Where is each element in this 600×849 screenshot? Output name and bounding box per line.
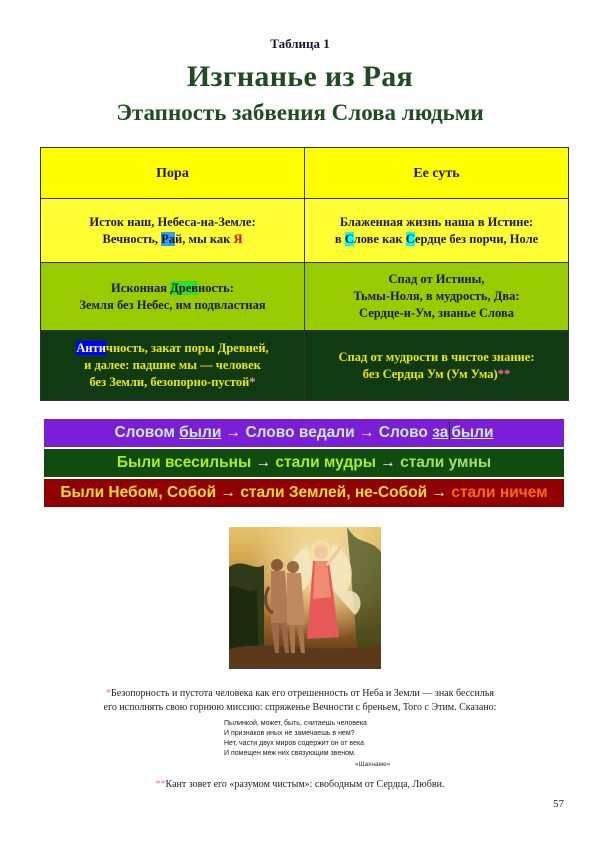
cell-text: без Земли, безопорно-пустой: [89, 375, 250, 389]
stages-table: [40, 147, 569, 401]
footnote-text: Кант зовет его «разумом чистым»: свободным от Сердца, Любви.: [165, 779, 445, 790]
cell-text: лове как: [353, 231, 406, 246]
table-row: [41, 331, 569, 401]
band-text: Были Небом, Собой: [60, 484, 217, 501]
band-text: Были всесильны: [116, 454, 252, 471]
cell-text: Тьмы-Ноля, в мудрость, Два:: [353, 289, 520, 303]
col-header-essence: Ее суть: [305, 148, 569, 199]
band-text: за: [432, 424, 449, 441]
band-text: Слово ведали: [245, 424, 355, 441]
cell-period-3: [41, 331, 305, 401]
poem-line: И признаков иных не замечаешь в нем?: [224, 730, 355, 737]
highlight-drev: Древ: [170, 280, 199, 295]
cell-text: Сердце-и-Ум, знанье Слова: [359, 306, 514, 320]
arrow-icon: →: [375, 454, 401, 471]
band-word-stages: [44, 419, 564, 447]
highlight-ra: Ра: [161, 231, 176, 246]
cell-text: чность, закат поры Древней,: [105, 341, 269, 355]
expulsion-painting-image: [229, 527, 381, 669]
cell-text: Земля без Небес, им подвластная: [79, 297, 266, 312]
table-label: Таблица 1: [270, 36, 330, 51]
cell-text: и далее: падшие мы — человек: [84, 358, 261, 372]
page-number: 57: [553, 798, 564, 810]
band-self-stages: [44, 479, 564, 507]
band-text: были: [179, 424, 222, 441]
arrow-icon: →: [221, 424, 246, 441]
cell-essence-3: [305, 331, 569, 401]
band-text: стали умны: [400, 454, 492, 471]
cell-text: ердце без порчи, Ноле: [414, 231, 539, 246]
band-text: стали Землей, не-Собой: [240, 484, 428, 501]
band-text: стали ничем: [451, 484, 548, 501]
col-header-period: Пора: [41, 148, 305, 199]
poem-line: И помещен меж них связующим звеном.: [224, 750, 356, 757]
arrow-icon: →: [354, 424, 379, 441]
highlight-s2: С: [405, 231, 415, 246]
page-title: Изгнанье из Рая: [186, 60, 414, 93]
page-subtitle: Этапность забвения Слова людьми: [116, 100, 484, 125]
footnote-1-line-2: его исполнять свою горнюю миссию: спряженье Вечности с бреньем, Того с Этим. Сказано:: [103, 702, 497, 713]
cell-text: ность:: [198, 280, 234, 295]
cell-text: Исток наш, Небеса-на-Земле:: [89, 214, 256, 229]
footnote-marker[interactable]: **: [497, 366, 511, 381]
band-text: Слово: [378, 424, 433, 441]
cell-essence-2: [305, 263, 569, 331]
highlight-anti: Анти: [76, 341, 106, 355]
footnote-2: [0, 777, 600, 792]
footnote-text: Безопорность и пустота человека как его отрешенность от Неба и Земли — знак бессилья: [111, 688, 494, 699]
table-row: [41, 199, 569, 263]
footnote-1-line-1: [0, 686, 600, 701]
cell-period-1: [41, 199, 305, 263]
cell-text: Исконная: [111, 280, 171, 295]
cell-text: Спад от мудрости в чистое знание:: [338, 349, 535, 364]
band-text: были: [451, 424, 494, 441]
band-text: стали мудры: [275, 454, 376, 471]
cell-text: Блаженная жизнь наша в Истине:: [339, 214, 534, 229]
poem-line: Пылинкой, может, быть, считаешь человека: [224, 720, 367, 727]
cell-text: в: [334, 231, 345, 246]
band-power-stages: [44, 449, 564, 477]
cell-essence-1: [305, 199, 569, 263]
cell-text: Спад от Истины,: [388, 272, 485, 286]
cell-text: Вечность,: [102, 231, 162, 246]
arrow-icon: →: [216, 484, 241, 501]
highlight-s1: С: [344, 231, 354, 246]
table-row: [41, 263, 569, 331]
footnote-marker: **: [155, 779, 166, 790]
footnote-marker: *: [106, 688, 112, 699]
band-text: Словом: [114, 424, 180, 441]
cell-text: без Сердца Ум (Ум Ума): [362, 366, 498, 381]
poem-line: Нет, части двух миров содержит он от века: [224, 740, 365, 747]
table-header-row: [41, 148, 569, 199]
poem-source: «Шахнаме»: [355, 761, 391, 768]
footnote-marker[interactable]: *: [249, 375, 256, 389]
cell-text: й, мы как: [175, 231, 234, 246]
arrow-icon: →: [427, 484, 452, 501]
highlight-ya: Я: [233, 231, 243, 246]
arrow-icon: →: [251, 454, 276, 471]
cell-period-2: [41, 263, 305, 331]
